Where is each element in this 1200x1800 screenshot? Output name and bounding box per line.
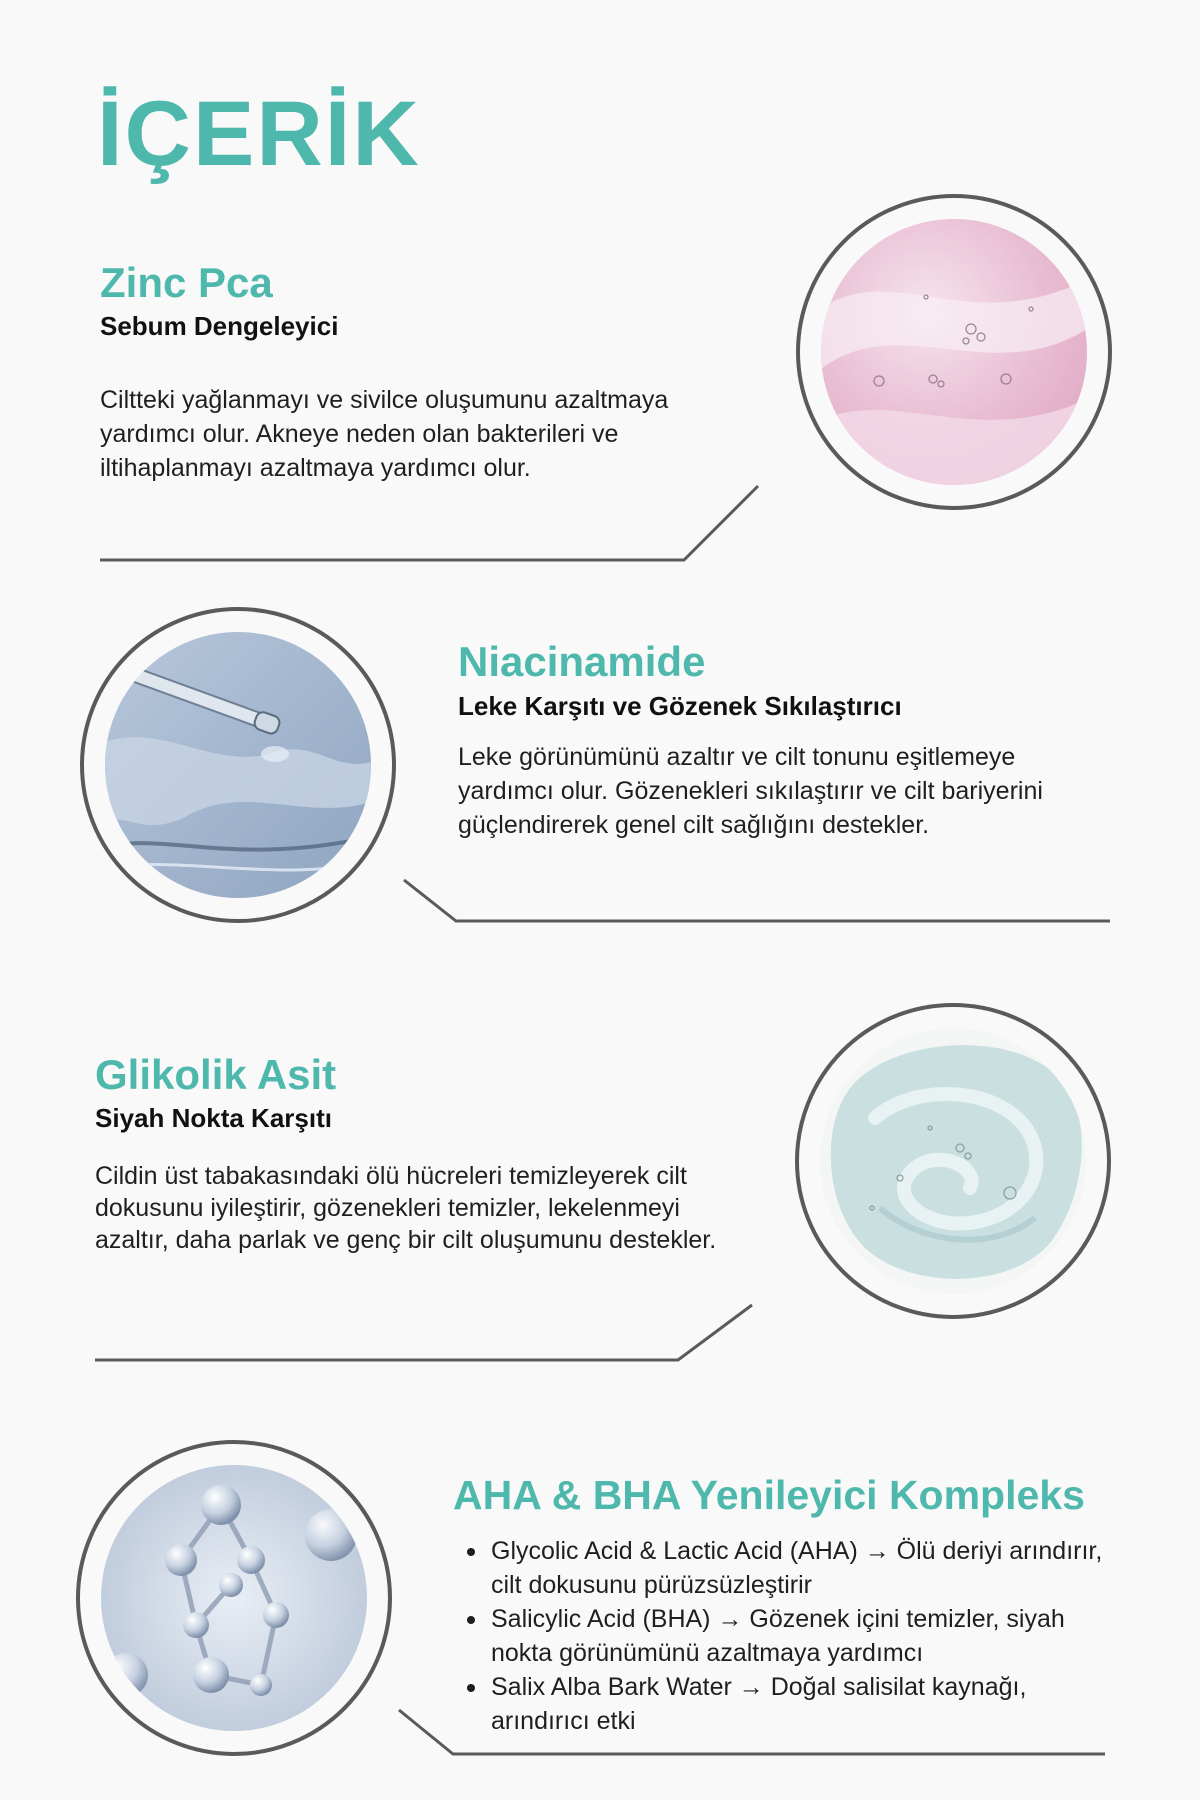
ingredient-image-frame bbox=[80, 607, 396, 923]
pink-gel-texture-image bbox=[821, 219, 1087, 485]
connector-line-1 bbox=[100, 486, 758, 560]
ingredient-image-frame bbox=[76, 1440, 392, 1756]
ingredient-bullet-list bbox=[461, 1534, 1121, 1738]
section-subtitle: Leke Karşıtı ve Gözenek Sıkılaştırıcı bbox=[458, 691, 902, 721]
section-title: Glikolik Asit bbox=[95, 1051, 337, 1098]
page-title: İÇERİK bbox=[97, 83, 421, 185]
section-subtitle: Sebum Dengeleyici bbox=[100, 311, 339, 341]
section-description: Cildin üst tabakasındaki ölü hücreleri temizleyerek cilt dokusunu iyileştirir, gözenekleri temizler, lekelenmeyi azaltır, daha parlak ve genç bir cilt oluşumunu destekler. bbox=[95, 1162, 717, 1254]
bullet-item: Glycolic Acid & Lactic Acid (AHA) → Ölü deriyi arındırır, cilt dokusunu pürüzsüzleştirir bbox=[461, 1534, 1121, 1602]
connector-line-3 bbox=[95, 1305, 752, 1360]
section-description: Leke görünümünü azaltır ve cilt tonunu eşitlemeye yardımcı olur. Gözenekleri sıkılaştırır ve cilt bariyerini güçlendirerek genel cilt sağlığını destekler. bbox=[458, 743, 1043, 839]
section-description: Ciltteki yağlanmayı ve sivilce oluşumunu azaltmaya yardımcı olur. Akneye neden olan bakterileri ve iltihaplanmayı azaltmaya yardımcı olur. bbox=[100, 386, 669, 482]
ingredient-image-frame bbox=[795, 1003, 1111, 1319]
serum-dropper-image bbox=[105, 632, 371, 898]
connector-line-2 bbox=[404, 880, 1110, 921]
section-title: AHA & BHA Yenileyici Kompleks bbox=[453, 1472, 1085, 1518]
bullet-item: Salicylic Acid (BHA) → Gözenek içini temizler, siyah nokta görünümünü azaltmaya yardımcı bbox=[461, 1602, 1121, 1670]
ingredient-image-frame bbox=[796, 194, 1112, 510]
section-subtitle: Siyah Nokta Karşıtı bbox=[95, 1103, 332, 1133]
bullet-item: Salix Alba Bark Water → Doğal salisilat kaynağı, arındırıcı etki bbox=[461, 1670, 1121, 1738]
clear-gel-swirl-image bbox=[820, 1028, 1086, 1294]
section-title: Niacinamide bbox=[458, 638, 706, 685]
molecule-bubbles-image bbox=[101, 1465, 367, 1731]
section-title: Zinc Pca bbox=[100, 259, 273, 306]
